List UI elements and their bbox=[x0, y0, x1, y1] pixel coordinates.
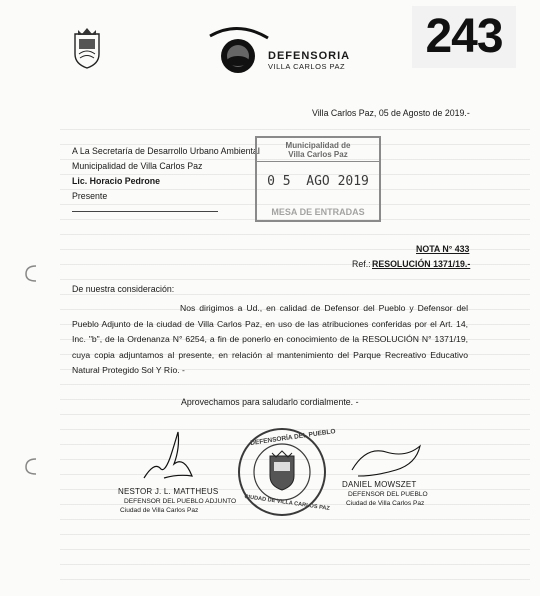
signature-1-city: Ciudad de Villa Carlos Paz bbox=[120, 507, 199, 514]
defensoria-logo-icon bbox=[208, 24, 270, 76]
reception-stamp bbox=[255, 136, 381, 222]
signature-1-role: DEFENSOR DEL PUEBLO ADJUNTO bbox=[124, 498, 237, 505]
ref-label: Ref.: bbox=[352, 259, 371, 269]
stamp-line2: Villa Carlos Paz bbox=[257, 150, 379, 162]
signature-2-role: DEFENSOR DEL PUEBLO bbox=[348, 491, 428, 498]
stamp-date: 0 5 AGO 2019 bbox=[267, 174, 369, 189]
org-city: VILLA CARLOS PAZ bbox=[268, 62, 346, 71]
recipient-line2: Municipalidad de Villa Carlos Paz bbox=[72, 161, 203, 171]
recipient-name: Lic. Horacio Pedrone bbox=[72, 176, 160, 186]
signature-2-city: Ciudad de Villa Carlos Paz bbox=[346, 500, 425, 507]
city-crest-icon bbox=[72, 26, 102, 70]
ref-value: RESOLUCIÓN 1371/19.- bbox=[372, 259, 471, 269]
recipient-line4: Presente bbox=[72, 191, 108, 201]
signature-scribble-icon bbox=[134, 428, 204, 484]
org-name: DEFENSORIA bbox=[268, 50, 351, 62]
hole-punch-icon bbox=[20, 455, 42, 477]
page-number: 243 bbox=[412, 6, 516, 68]
paragraph-1: Nos dirigimos a Ud., en calidad de Defensor del Pueblo y Defensor del Pueblo Adjunto de la ciudad de Villa Carlos Paz, en uso de las atribuciones conferidas por el Art. 14, Inc. "b", de la Ordenanza N° 6254, a fin de ponerlo en conocimiento de la RESOLUCIÓN N° 1371/19, cuya copia adjuntamos al presente, en relación al mantenimiento del Parque Recreativo Educativo Natural Protegido Sol Y Río. - bbox=[72, 303, 468, 375]
salutation: De nuestra consideración: bbox=[72, 284, 175, 294]
signature-1-name: NESTOR J. L. MATTHEUS bbox=[118, 487, 219, 496]
closing: Aprovechamos para saludarlo cordialmente. - bbox=[181, 397, 359, 407]
nota-number: NOTA N° 433 bbox=[416, 244, 470, 254]
signature-scribble-icon bbox=[346, 440, 432, 482]
date-line: Villa Carlos Paz, 05 de Agosto de 2019.- bbox=[312, 108, 470, 118]
stamp-bottom: MESA DE ENTRADAS bbox=[271, 207, 365, 217]
seal-bottom-text: CIUDAD DE VILLA CARLOS PAZ bbox=[244, 494, 331, 512]
seal-top-text: DEFENSORÍA DEL PUEBLO bbox=[249, 428, 337, 447]
signature-2-name: DANIEL MOWSZET bbox=[342, 480, 417, 489]
recipient-line1: A La Secretaría de Desarrollo Urbano Ambiental bbox=[72, 146, 260, 156]
divider bbox=[72, 211, 218, 212]
stamp-line1: Municipalidad de bbox=[285, 141, 351, 150]
hole-punch-icon bbox=[20, 262, 42, 284]
